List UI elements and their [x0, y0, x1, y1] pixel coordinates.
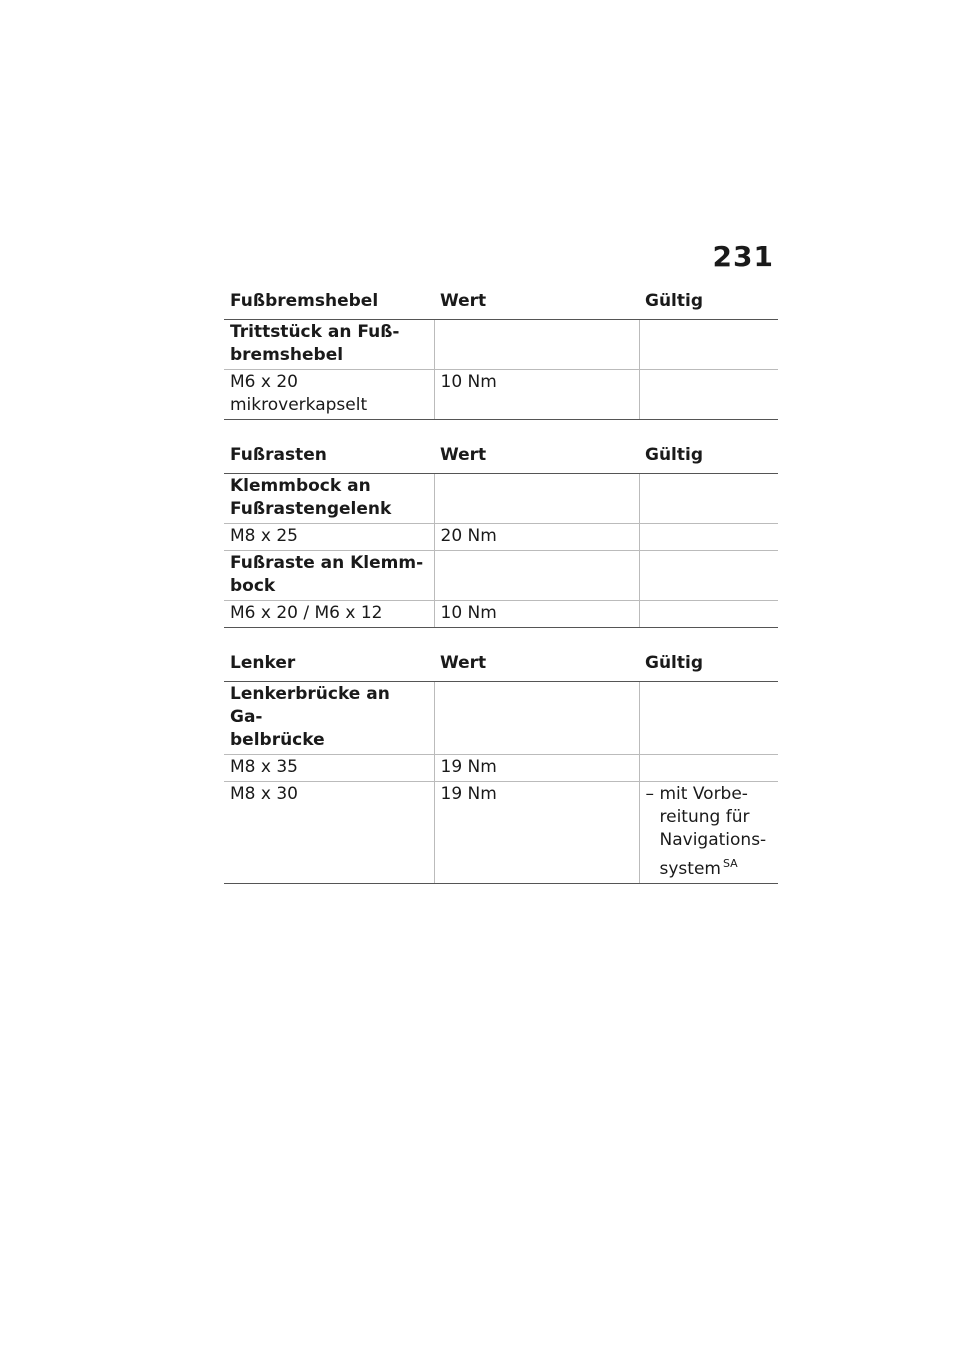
row-valid [639, 682, 778, 755]
row-part: Fußraste an Klemm- bock [224, 551, 434, 601]
row-valid [639, 755, 778, 782]
row-value: 19 Nm [434, 755, 639, 782]
table-row [224, 682, 778, 755]
torque-table-footrests [224, 440, 778, 628]
table-row [224, 755, 778, 782]
page-number: 231 [712, 240, 774, 273]
table-row [224, 551, 778, 601]
row-valid [639, 370, 778, 420]
row-valid [639, 320, 778, 370]
torque-spec-section [224, 286, 778, 884]
row-value [434, 682, 639, 755]
table-header-row [224, 440, 778, 474]
row-value [434, 320, 639, 370]
torque-table-handlebar [224, 648, 778, 884]
row-value [434, 551, 639, 601]
row-valid [639, 601, 778, 628]
table-header-row [224, 286, 778, 320]
row-part: M8 x 35 [224, 755, 434, 782]
row-valid [639, 474, 778, 524]
row-part: Trittstück an Fuß- bremshebel [224, 320, 434, 370]
header-value: Wert [434, 440, 639, 474]
row-value: 20 Nm [434, 524, 639, 551]
header-part: Lenker [224, 648, 434, 682]
condition-label: mit Vorbe- reitung für Navigations- system [659, 784, 767, 879]
row-value: 19 Nm [434, 782, 639, 884]
row-part: M8 x 25 [224, 524, 434, 551]
row-value [434, 474, 639, 524]
row-valid [639, 551, 778, 601]
row-part: Klemmbock an Fußrastengelenk [224, 474, 434, 524]
table-row [224, 524, 778, 551]
header-valid: Gültig [639, 286, 778, 320]
header-part: Fußrasten [224, 440, 434, 474]
table-row [224, 782, 778, 884]
table-row [224, 370, 778, 420]
header-valid: Gültig [639, 648, 778, 682]
table-row [224, 474, 778, 524]
condition-text [660, 783, 773, 881]
header-part: Fußbremshebel [224, 286, 434, 320]
dash-bullet: – [645, 784, 654, 804]
torque-table-brake-pedal [224, 286, 778, 420]
special-equipment-mark: SA [722, 857, 738, 870]
row-part: M8 x 30 [224, 782, 434, 884]
table-header-row [224, 648, 778, 682]
condition-note [646, 783, 773, 881]
row-part: M6 x 20 / M6 x 12 [224, 601, 434, 628]
row-value: 10 Nm [434, 370, 639, 420]
header-value: Wert [434, 648, 639, 682]
row-part: M6 x 20 mikroverkapselt [224, 370, 434, 420]
row-valid [639, 782, 778, 884]
header-valid: Gültig [639, 440, 778, 474]
row-valid [639, 524, 778, 551]
table-spacer [224, 420, 778, 440]
row-value: 10 Nm [434, 601, 639, 628]
table-spacer [224, 628, 778, 648]
row-part: Lenkerbrücke an Ga- belbrücke [224, 682, 434, 755]
table-row [224, 601, 778, 628]
table-row [224, 320, 778, 370]
header-value: Wert [434, 286, 639, 320]
